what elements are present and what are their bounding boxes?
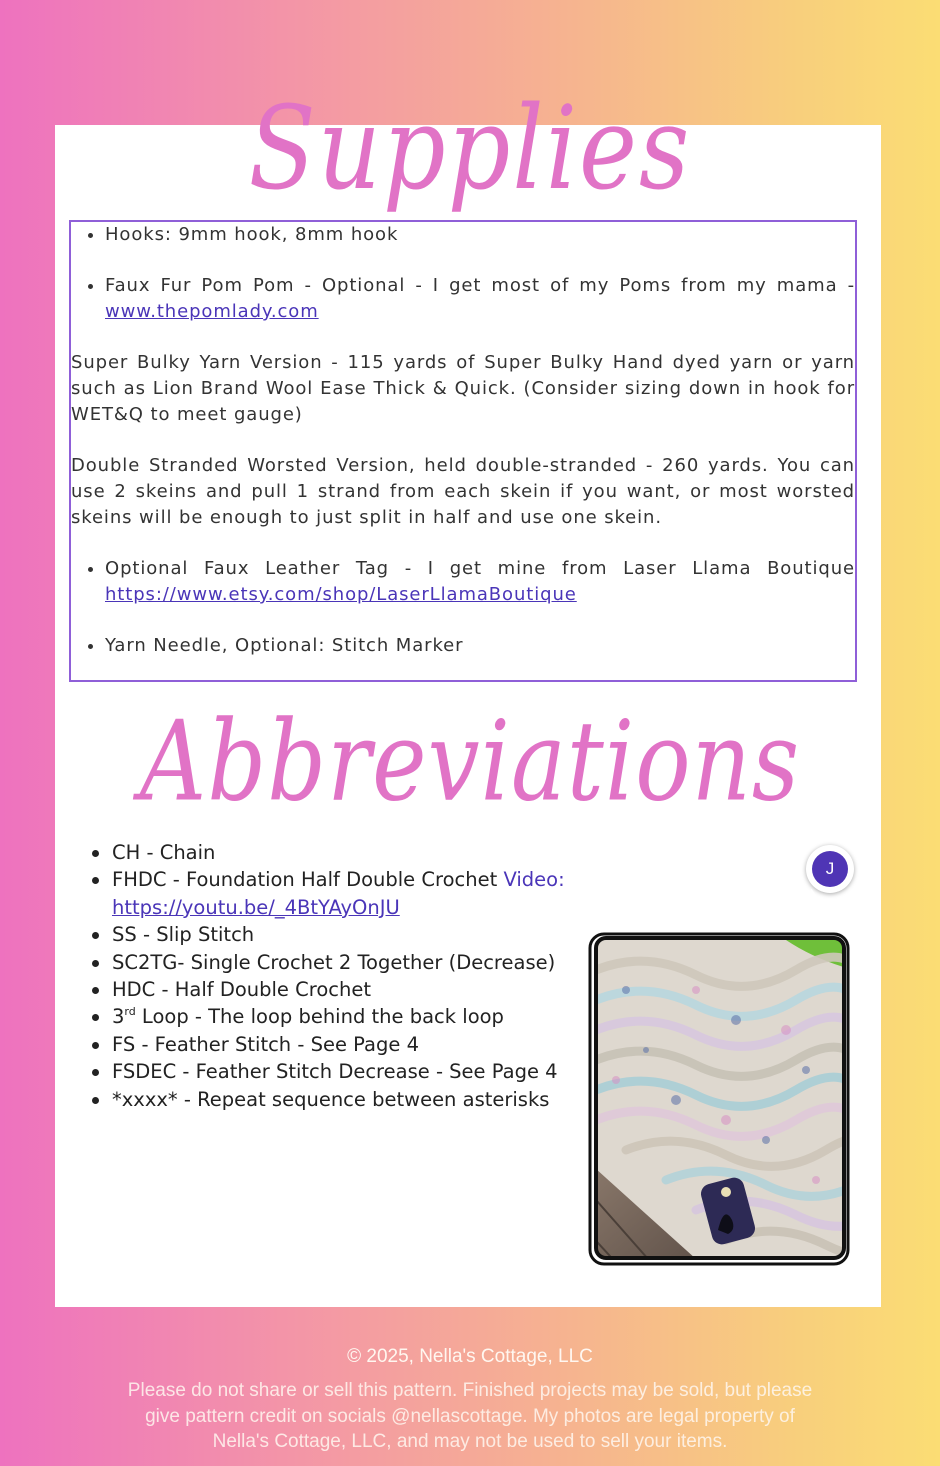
supplies-list-3 xyxy=(71,556,855,608)
abbrev-3rd-loop xyxy=(112,1003,565,1030)
double-stranded-text: Double Stranded Worsted Version, held double-stranded - 260 yards. You can use 2 skeins and pull 1 strand from each skein if you want, or most worsted skeins will be enough to just split in half and use one skein. xyxy=(71,455,855,528)
tag-text: Optional Faux Leather Tag - I get mine from Laser Llama Boutique xyxy=(105,558,855,579)
etsy-shop-link[interactable]: https://www.etsy.com/shop/LaserLlamaBoutique xyxy=(105,584,577,605)
abbrev-ss: SS - Slip Stitch xyxy=(112,921,565,948)
supplies-list-1 xyxy=(71,222,855,248)
supplies-item-pom xyxy=(105,273,855,325)
pom-text: Faux Fur Pom Pom - Optional - I get most of my Poms from my mama - xyxy=(105,275,855,296)
loop-text: Loop - The loop behind the back loop xyxy=(135,1005,504,1029)
youtube-video-link[interactable]: https://youtu.be/_4BtYAyOnJU xyxy=(112,895,400,919)
chat-avatar[interactable]: J xyxy=(812,851,848,887)
abbrev-ch: CH - Chain xyxy=(112,839,565,866)
chat-bubble-icon[interactable] xyxy=(806,845,854,893)
supplies-list-2 xyxy=(71,273,855,325)
abbrev-repeat: *xxxx* - Repeat sequence between asterisks xyxy=(112,1086,565,1113)
supplies-list-4 xyxy=(71,633,855,659)
disclaimer-text: Please do not share or sell this pattern. Finished projects may be sold, but please give pattern credit on socials @nellascottage. My photos are legal property of Nella's Cottage, LLC, and may not be used to sell your items. xyxy=(127,1380,813,1452)
supplies-item-hooks: • Hooks: 9mm hook, 8mm hook xyxy=(105,222,855,248)
loop-number: 3 xyxy=(112,1005,125,1029)
abbreviations-list xyxy=(112,839,565,1113)
abbrev-sc2tg: SC2TG- Single Crochet 2 Together (Decrease) xyxy=(112,949,565,976)
abbrev-fs: FS - Feather Stitch - See Page 4 xyxy=(112,1031,565,1058)
abbrev-fhdc xyxy=(112,866,565,921)
pom-lady-link[interactable]: www.thepomlady.com xyxy=(105,301,319,322)
supplies-item-needle: • Yarn Needle, Optional: Stitch Marker xyxy=(105,633,855,659)
super-bulky-text: Super Bulky Yarn Version - 115 yards of Super Bulky Hand dyed yarn or yarn such as Lion Brand Wool Ease Thick & Quick. (Consider sizing down in hook for WET&Q to meet gauge) xyxy=(71,352,855,425)
video-label: Video: xyxy=(503,868,565,892)
yarn-photo xyxy=(586,930,854,1268)
abbrev-fhdc-text: FHDC - Foundation Half Double Crochet xyxy=(112,868,498,892)
supplies-item-tag xyxy=(105,556,855,608)
copyright-text: © 2025, Nella's Cottage, LLC xyxy=(347,1346,593,1367)
loop-superscript: rd xyxy=(124,1005,136,1019)
supplies-heading: Supplies xyxy=(248,81,692,217)
abbrev-hdc: HDC - Half Double Crochet xyxy=(112,976,565,1003)
abbrev-fsdec: FSDEC - Feather Stitch Decrease - See Page 4 xyxy=(112,1058,565,1085)
abbreviations-heading: Abbreviations xyxy=(139,697,801,826)
supplies-box xyxy=(69,220,857,682)
